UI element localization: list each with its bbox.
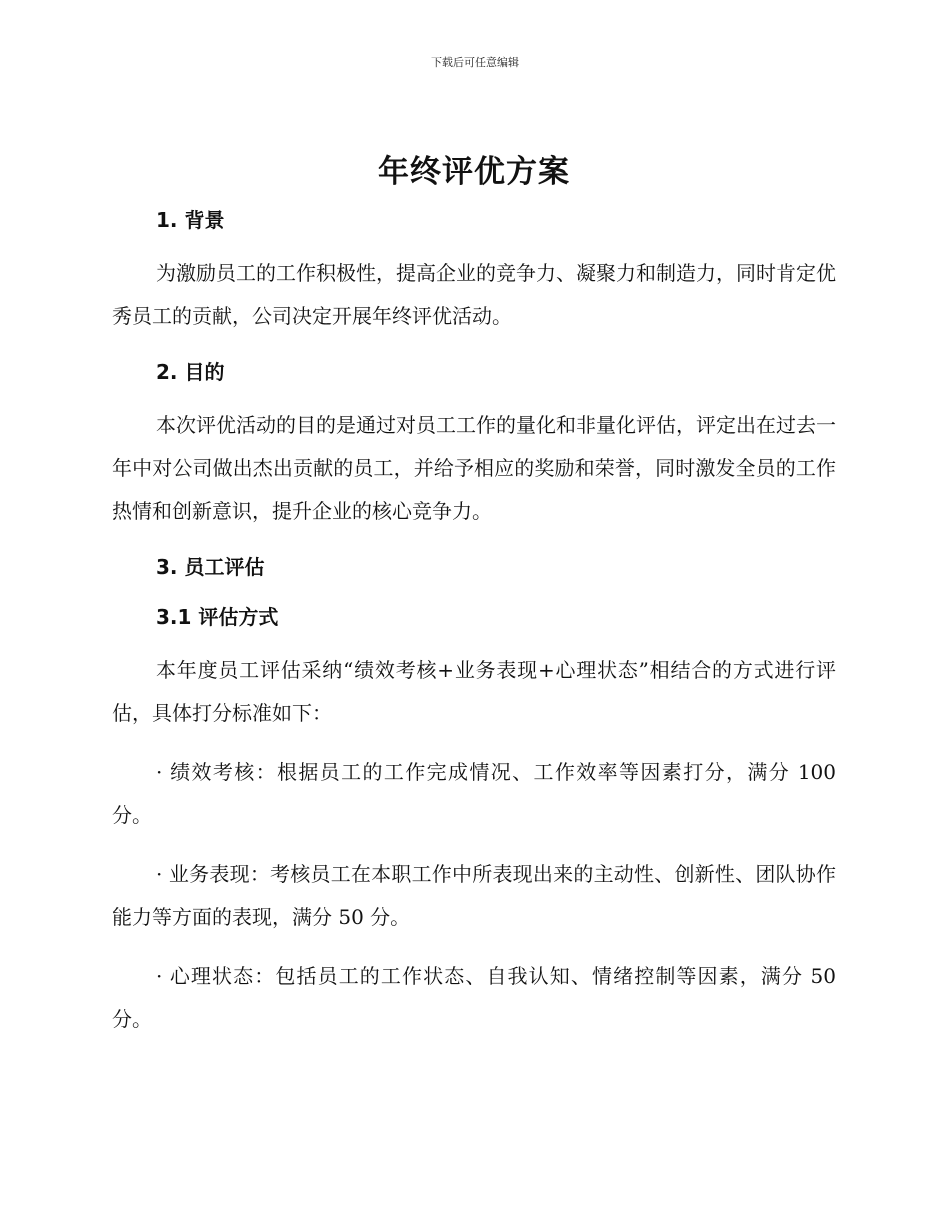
heading-evaluation-method: 3.1 评估方式: [156, 605, 279, 629]
document-title: 年终评优方案: [378, 154, 570, 190]
list-item-performance: · 绩效考核：根据员工的工作完成情况、工作效率等因素打分，满分 100 分。: [112, 760, 836, 827]
document-body: [112, 150, 836, 1041]
paragraph-evaluation-method: 本年度员工评估采纳“绩效考核+业务表现+心理状态”相结合的方式进行评估，具体打分标准如下：: [112, 658, 836, 725]
list-item-business: · 业务表现：考核员工在本职工作中所表现出来的主动性、创新性、团队协作能力等方面的表现，满分 50 分。: [112, 862, 836, 929]
list-item-psychology: · 心理状态：包括员工的工作状态、自我认知、情绪控制等因素，满分 50 分。: [112, 964, 836, 1031]
header-note: 下载后可任意编辑: [431, 56, 519, 69]
heading-employee-evaluation: 3. 员工评估: [156, 555, 265, 579]
heading-purpose: 2. 目的: [156, 360, 225, 384]
paragraph-background: 为激励员工的工作积极性，提高企业的竞争力、凝聚力和制造力，同时肯定优秀员工的贡献，公司决定开展年终评优活动。: [112, 261, 836, 328]
heading-background: 1. 背景: [156, 208, 225, 232]
paragraph-purpose: 本次评优活动的目的是通过对员工工作的量化和非量化评估，评定出在过去一年中对公司做出杰出贡献的员工，并给予相应的奖励和荣誉，同时激发全员的工作热情和创新意识，提升企业的核心竞争力。: [112, 413, 836, 523]
